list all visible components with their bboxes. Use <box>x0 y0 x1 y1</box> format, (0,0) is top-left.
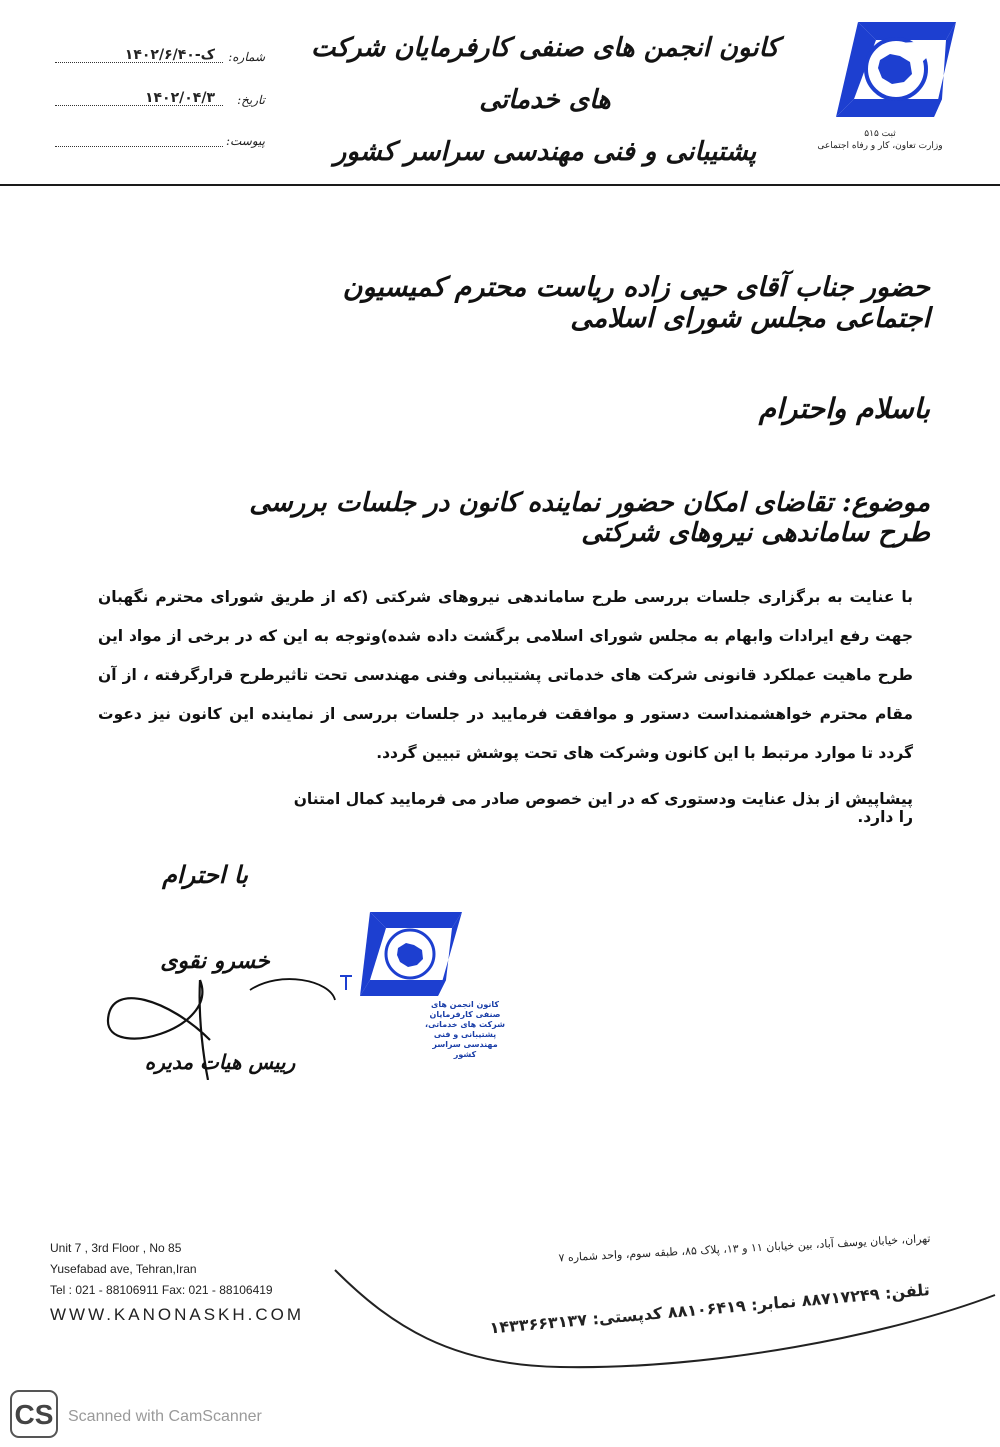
letter-greeting: باسلام واحترام <box>758 392 930 425</box>
address-fa-line: تهران، خیابان یوسف آباد، بین خیابان ۱۱ و ۱۳، پلاک ۸۵، طبقه سوم، واحد شماره ۷ <box>557 1232 931 1265</box>
date-label: تاریخ: <box>237 93 265 107</box>
org-title-line1: کانون انجمن های صنفی کارفرمایان شرکت های خدماتی <box>311 33 779 115</box>
letter-attachment-field <box>55 134 265 154</box>
date-value: ۱۴۰۲/۰۴/۳ <box>144 90 215 106</box>
signer-title: رییس هیات مدیره <box>144 1050 296 1074</box>
registration-number: ثبت ۵۱۵ <box>864 129 896 139</box>
attachment-dotted-line <box>55 146 223 147</box>
footer-address-english <box>50 1238 350 1301</box>
number-value: ۱۴۰۲/۶/ک-۴۰ <box>124 47 215 63</box>
camscanner-logo: CS <box>10 1390 58 1438</box>
organization-title <box>290 22 800 178</box>
letter-date-field <box>55 90 265 113</box>
phone-fax-en: Tel : 021 - 88106911 Fax: 021 - 88106419 <box>50 1283 273 1297</box>
ministry-name: وزارت تعاون، کار و رفاه اجتماعی <box>817 141 943 151</box>
stamp-caption: کانون انجمن های صنفی کارفرمایان شرکت های خدماتی، پشتیبانی و فنی مهندسی سراسر کشور <box>425 1000 505 1059</box>
organization-logo <box>836 22 956 117</box>
number-label: شماره: <box>228 50 265 64</box>
org-title-line2: پشتیبانی و فنی مهندسی سراسر کشور <box>333 137 757 167</box>
address-en-line1: Unit 7 , 3rd Floor , No 85 <box>50 1241 182 1255</box>
camscanner-watermark-text: Scanned with CamScanner <box>68 1408 262 1425</box>
signature-regards: با احترام <box>162 860 248 889</box>
letter-subject: موضوع: تقاضای امکان حضور نماینده کانون در جلسات بررسی طرح ساماندهی نیروهای شرکتی <box>249 488 930 548</box>
signer-name: خسرو نقوی <box>160 948 270 974</box>
ministry-registration <box>800 128 960 152</box>
header-divider <box>0 184 1000 186</box>
address-en-line2: Yusefabad ave, Tehran,Iran <box>50 1262 197 1276</box>
letter-number-field <box>55 47 265 70</box>
letter-recipient: حضور جناب آقای حیی زاده ریاست محترم کمیسیون اجتماعی مجلس شورای اسلامی <box>342 272 930 334</box>
phones-fa-line: تلفن: ۸۸۷۱۷۲۴۹ نمابر: ۸۸۱۰۶۴۱۹ کدپستی: ۱۴۳۳۶۶۳۱۳۷ <box>489 1280 931 1338</box>
attachment-label: پیوست: <box>225 134 265 148</box>
letter-closing-line: پیشاپیش از بذل عنایت ودستوری که در این خصوص صادر می فرمایید کمال امتنان را دارد. <box>293 790 913 826</box>
footer-website: WWW.KANONASKH.COM <box>50 1305 305 1324</box>
letter-body: با عنایت به برگزاری جلسات بررسی طرح ساماندهی نیروهای شرکتی (که از طریق شورای محترم نگهبان جهت رفع ایرادات وابهام به مجلس شورای اسلامی برگشت داده شده)وتوجه به این که در برخی از مواد این طرح ماهیت عملکرد قانونی شرکت های خدماتی پشتیبانی وفنی مهندسی تحت تاثیرطرح قرارگرفته ، از آن مقام محترم خواهشمنداست دستور و موافقت فرمایید در جلسات بررسی از نماینده این کانون نیز دعوت گردد تا موارد مرتبط با این کانون وشرکت های تحت پوشش تبیین گردد. <box>98 588 913 762</box>
footer-address-persian <box>430 1230 930 1340</box>
